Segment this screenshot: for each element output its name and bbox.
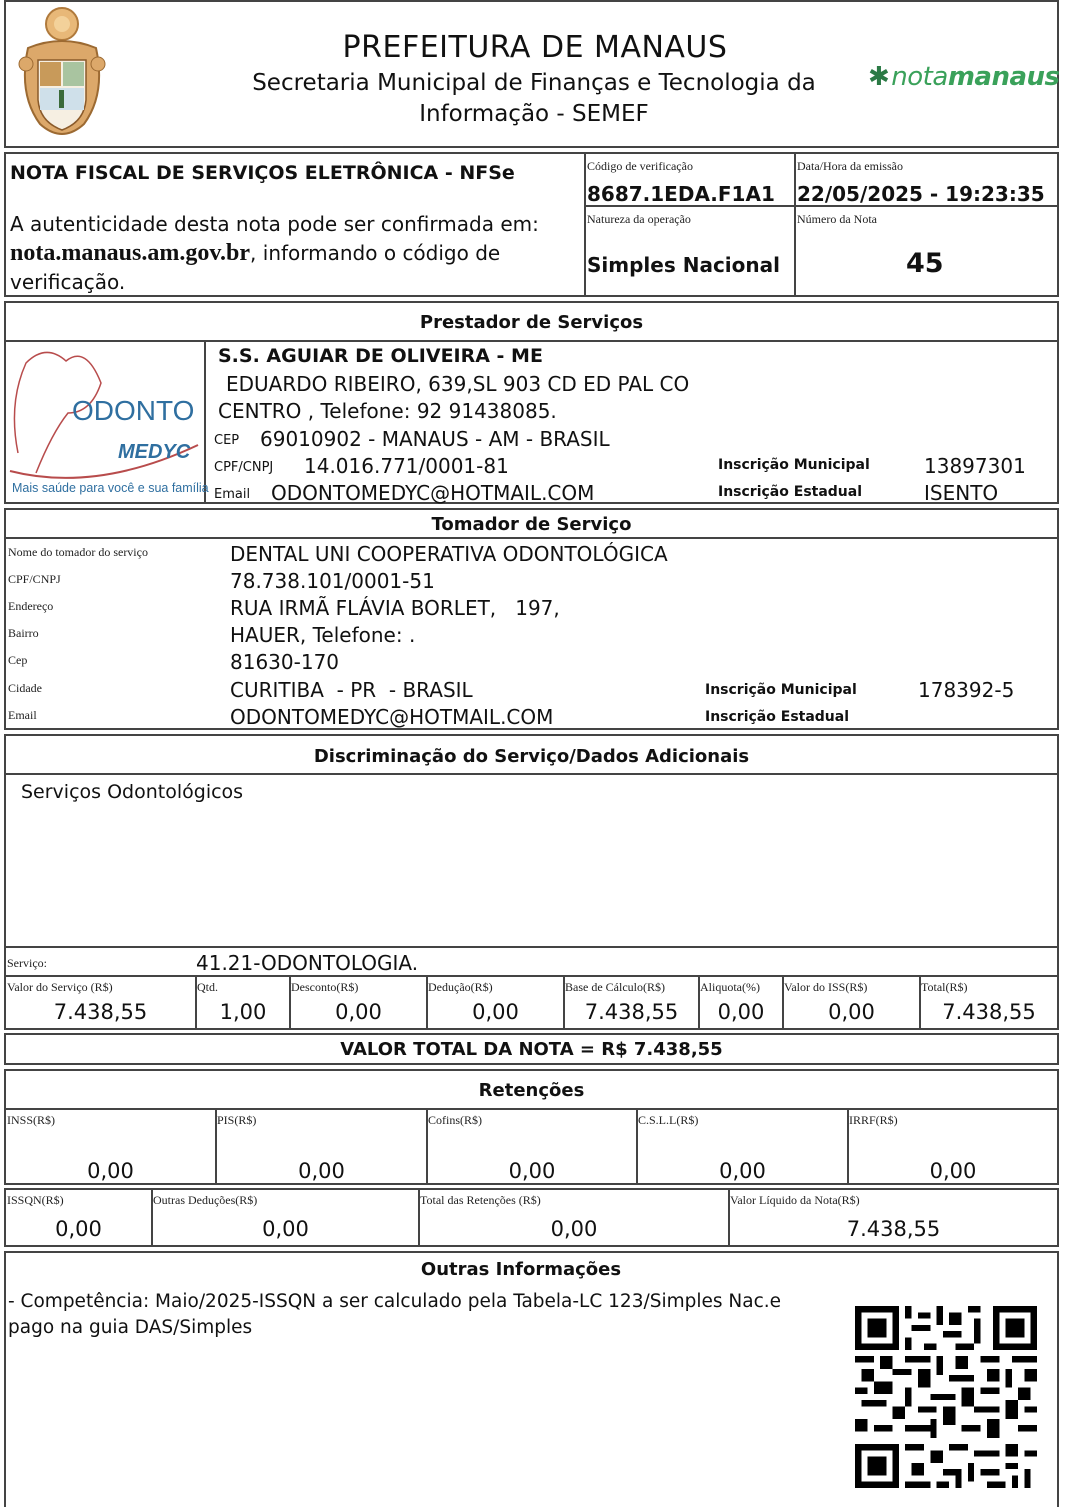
outras-line-2: pago na guia DAS/Simples bbox=[8, 1317, 253, 1338]
aliquota-value: 0,00 bbox=[717, 1000, 765, 1024]
tomador-bairro-label: Bairro bbox=[8, 626, 39, 640]
im-label: Inscrição Municipal bbox=[718, 457, 870, 473]
discriminacao-text: Serviços Odontológicos bbox=[21, 781, 244, 803]
inss-label: INSS(R$) bbox=[7, 1113, 56, 1127]
tomador-title: Tomador de Serviço bbox=[431, 514, 632, 535]
total-retencoes-value: 0,00 bbox=[550, 1217, 598, 1241]
valor-total-text: VALOR TOTAL DA NOTA = R$ 7.438,55 bbox=[340, 1039, 723, 1060]
tomador-cnpj-value: 78.738.101/0001-51 bbox=[230, 569, 435, 593]
prestador-address-2: CENTRO , Telefone: 92 91438085. bbox=[218, 399, 557, 423]
tomador-cep-value: 81630-170 bbox=[230, 650, 340, 674]
irrf-label: IRRF(R$) bbox=[849, 1113, 898, 1127]
servico-value: 41.21-ODONTOLOGIA. bbox=[196, 951, 419, 975]
brand-light: nota bbox=[891, 62, 948, 92]
retencoes-totais-section bbox=[4, 1188, 1059, 1247]
outras-text bbox=[8, 1289, 781, 1341]
cep-value: 69010902 - MANAUS - AM - BRASIL bbox=[260, 427, 610, 451]
discriminacao-title: Discriminação do Serviço/Dados Adicionais bbox=[313, 746, 750, 767]
tomador-endereco-label: Endereço bbox=[8, 599, 54, 613]
prefeitura-title: PREFEITURA DE MANAUS bbox=[342, 30, 728, 65]
aliquota-label: Aliquota(%) bbox=[700, 980, 760, 994]
authenticity-text bbox=[10, 210, 580, 297]
document-title: NOTA FISCAL DE SERVIÇOS ELETRÔNICA - NFSe bbox=[10, 162, 515, 184]
prestador-address-1: EDUARDO RIBEIRO, 639,SL 903 CD ED PAL CO bbox=[226, 372, 690, 396]
tomador-email-value: ODONTOMEDYC@HOTMAIL.COM bbox=[230, 705, 554, 729]
tomador-endereco-value: RUA IRMÃ FLÁVIA BORLET, 197, bbox=[230, 596, 560, 620]
tomador-cep-label: Cep bbox=[8, 653, 28, 667]
inss-value: 0,00 bbox=[87, 1159, 134, 1183]
outras-deducoes-label: Outras Deduções(R$) bbox=[153, 1193, 258, 1207]
total-label: Total(R$) bbox=[921, 980, 968, 994]
nota-info-section bbox=[4, 152, 1059, 297]
cnpj-value: 14.016.771/0001-81 bbox=[304, 454, 509, 478]
csll-value: 0,00 bbox=[719, 1159, 766, 1183]
tomador-cidade-value: CURITIBA - PR - BRASIL bbox=[230, 678, 473, 702]
secretaria-subtitle bbox=[234, 68, 834, 130]
coat-of-arms-icon bbox=[10, 4, 110, 146]
cnpj-label: CPF/CNPJ bbox=[214, 460, 274, 475]
data-emissao-value: 22/05/2025 - 19:23:35 bbox=[797, 182, 1045, 206]
tomador-ie-label: Inscrição Estadual bbox=[705, 709, 850, 725]
prestador-section bbox=[4, 301, 1059, 504]
pis-label: PIS(R$) bbox=[217, 1113, 257, 1127]
im-value: 13897301 bbox=[924, 454, 1026, 478]
discriminacao-section bbox=[4, 734, 1059, 1030]
email-label: Email bbox=[214, 487, 251, 502]
cep-label: CEP bbox=[214, 433, 240, 448]
valor-iss-label: Valor do ISS(R$) bbox=[784, 980, 868, 994]
qtd-value: 1,00 bbox=[219, 1000, 267, 1024]
valor-total-section bbox=[4, 1033, 1059, 1065]
numero-value: 45 bbox=[906, 248, 944, 279]
logo-tagline: Mais saúde para você e sua família bbox=[12, 481, 209, 495]
medyc-text: MEDYC bbox=[118, 441, 191, 463]
csll-label: C.S.L.L(R$) bbox=[638, 1113, 699, 1127]
tomador-bairro-value: HAUER, Telefone: . bbox=[230, 623, 416, 647]
base-calculo-label: Base de Cálculo(R$) bbox=[565, 980, 665, 994]
auth-text-1: A autenticidade desta nota pode ser confirmada em: bbox=[10, 212, 539, 236]
tomador-email-label: Email bbox=[8, 708, 37, 722]
subtitle-line-2: Informação - SEMEF bbox=[419, 101, 649, 127]
prestador-title: Prestador de Serviços bbox=[419, 312, 644, 333]
outras-informacoes-section bbox=[4, 1251, 1059, 1507]
total-value: 7.438,55 bbox=[942, 1000, 1036, 1024]
ie-value: ISENTO bbox=[924, 481, 999, 505]
outras-deducoes-value: 0,00 bbox=[262, 1217, 309, 1241]
natureza-value: Simples Nacional bbox=[587, 253, 780, 277]
tomador-im-value: 178392-5 bbox=[918, 678, 1015, 702]
auth-text-2: , informando o código de verificação. bbox=[10, 241, 501, 294]
asterisk-icon: ✱ bbox=[868, 62, 890, 92]
codigo-value: 8687.1EDA.F1A1 bbox=[587, 182, 775, 206]
notamanaus-logo bbox=[868, 62, 1060, 92]
odonto-medyc-logo bbox=[6, 343, 209, 503]
cofins-value: 0,00 bbox=[508, 1159, 556, 1183]
tomador-section bbox=[4, 508, 1059, 730]
auth-url[interactable]: nota.manaus.am.gov.br bbox=[10, 240, 251, 266]
retencoes-title: Retenções bbox=[478, 1080, 585, 1101]
irrf-value: 0,00 bbox=[929, 1159, 977, 1183]
codigo-label: Código de verificação bbox=[587, 159, 693, 173]
tomador-im-label: Inscrição Municipal bbox=[705, 682, 857, 698]
qtd-label: Qtd. bbox=[197, 980, 218, 994]
valor-iss-value: 0,00 bbox=[828, 1000, 875, 1024]
cofins-label: Cofins(R$) bbox=[428, 1113, 482, 1127]
odonto-text: ODONTO bbox=[72, 395, 195, 426]
tomador-cnpj-label: CPF/CNPJ bbox=[8, 572, 61, 586]
retencoes-section bbox=[4, 1069, 1059, 1185]
issqn-value: 0,00 bbox=[55, 1217, 102, 1241]
brand-bold: manaus bbox=[947, 62, 1060, 92]
numero-label: Número da Nota bbox=[797, 212, 877, 226]
valor-liquido-value: 7.438,55 bbox=[846, 1217, 941, 1241]
email-value: ODONTOMEDYC@HOTMAIL.COM bbox=[271, 481, 595, 505]
outras-title: Outras Informações bbox=[420, 1259, 622, 1280]
qr-code-icon[interactable] bbox=[855, 1306, 1037, 1488]
tomador-nome-value: DENTAL UNI COOPERATIVA ODONTOLÓGICA bbox=[230, 542, 668, 566]
tomador-cidade-label: Cidade bbox=[8, 681, 42, 695]
desconto-value: 0,00 bbox=[335, 1000, 382, 1024]
ie-label: Inscrição Estadual bbox=[718, 484, 863, 500]
outras-line-1: - Competência: Maio/2025-ISSQN a ser calculado pela Tabela-LC 123/Simples Nac.e bbox=[8, 1291, 781, 1312]
data-emissao-label: Data/Hora da emissão bbox=[797, 159, 903, 173]
desconto-label: Desconto(R$) bbox=[291, 980, 359, 994]
servico-label: Serviço: bbox=[7, 956, 47, 970]
base-calculo-value: 7.438,55 bbox=[584, 1000, 679, 1024]
header bbox=[4, 0, 1059, 148]
natureza-label: Natureza da operação bbox=[587, 212, 691, 226]
total-retencoes-label: Total das Retenções (R$) bbox=[420, 1193, 541, 1207]
prestador-name: S.S. AGUIAR DE OLIVEIRA - ME bbox=[218, 345, 543, 367]
deducao-label: Dedução(R$) bbox=[428, 980, 493, 994]
deducao-value: 0,00 bbox=[472, 1000, 519, 1024]
valor-servico-value: 7.438,55 bbox=[53, 1000, 148, 1024]
subtitle-line-1: Secretaria Municipal de Finanças e Tecnologia da bbox=[252, 70, 816, 96]
valor-servico-label: Valor do Serviço (R$) bbox=[7, 980, 113, 994]
tomador-nome-label: Nome do tomador do serviço bbox=[8, 545, 148, 559]
issqn-label: ISSQN(R$) bbox=[7, 1193, 64, 1207]
pis-value: 0,00 bbox=[298, 1159, 345, 1183]
valor-liquido-label: Valor Líquido da Nota(R$) bbox=[730, 1193, 860, 1207]
